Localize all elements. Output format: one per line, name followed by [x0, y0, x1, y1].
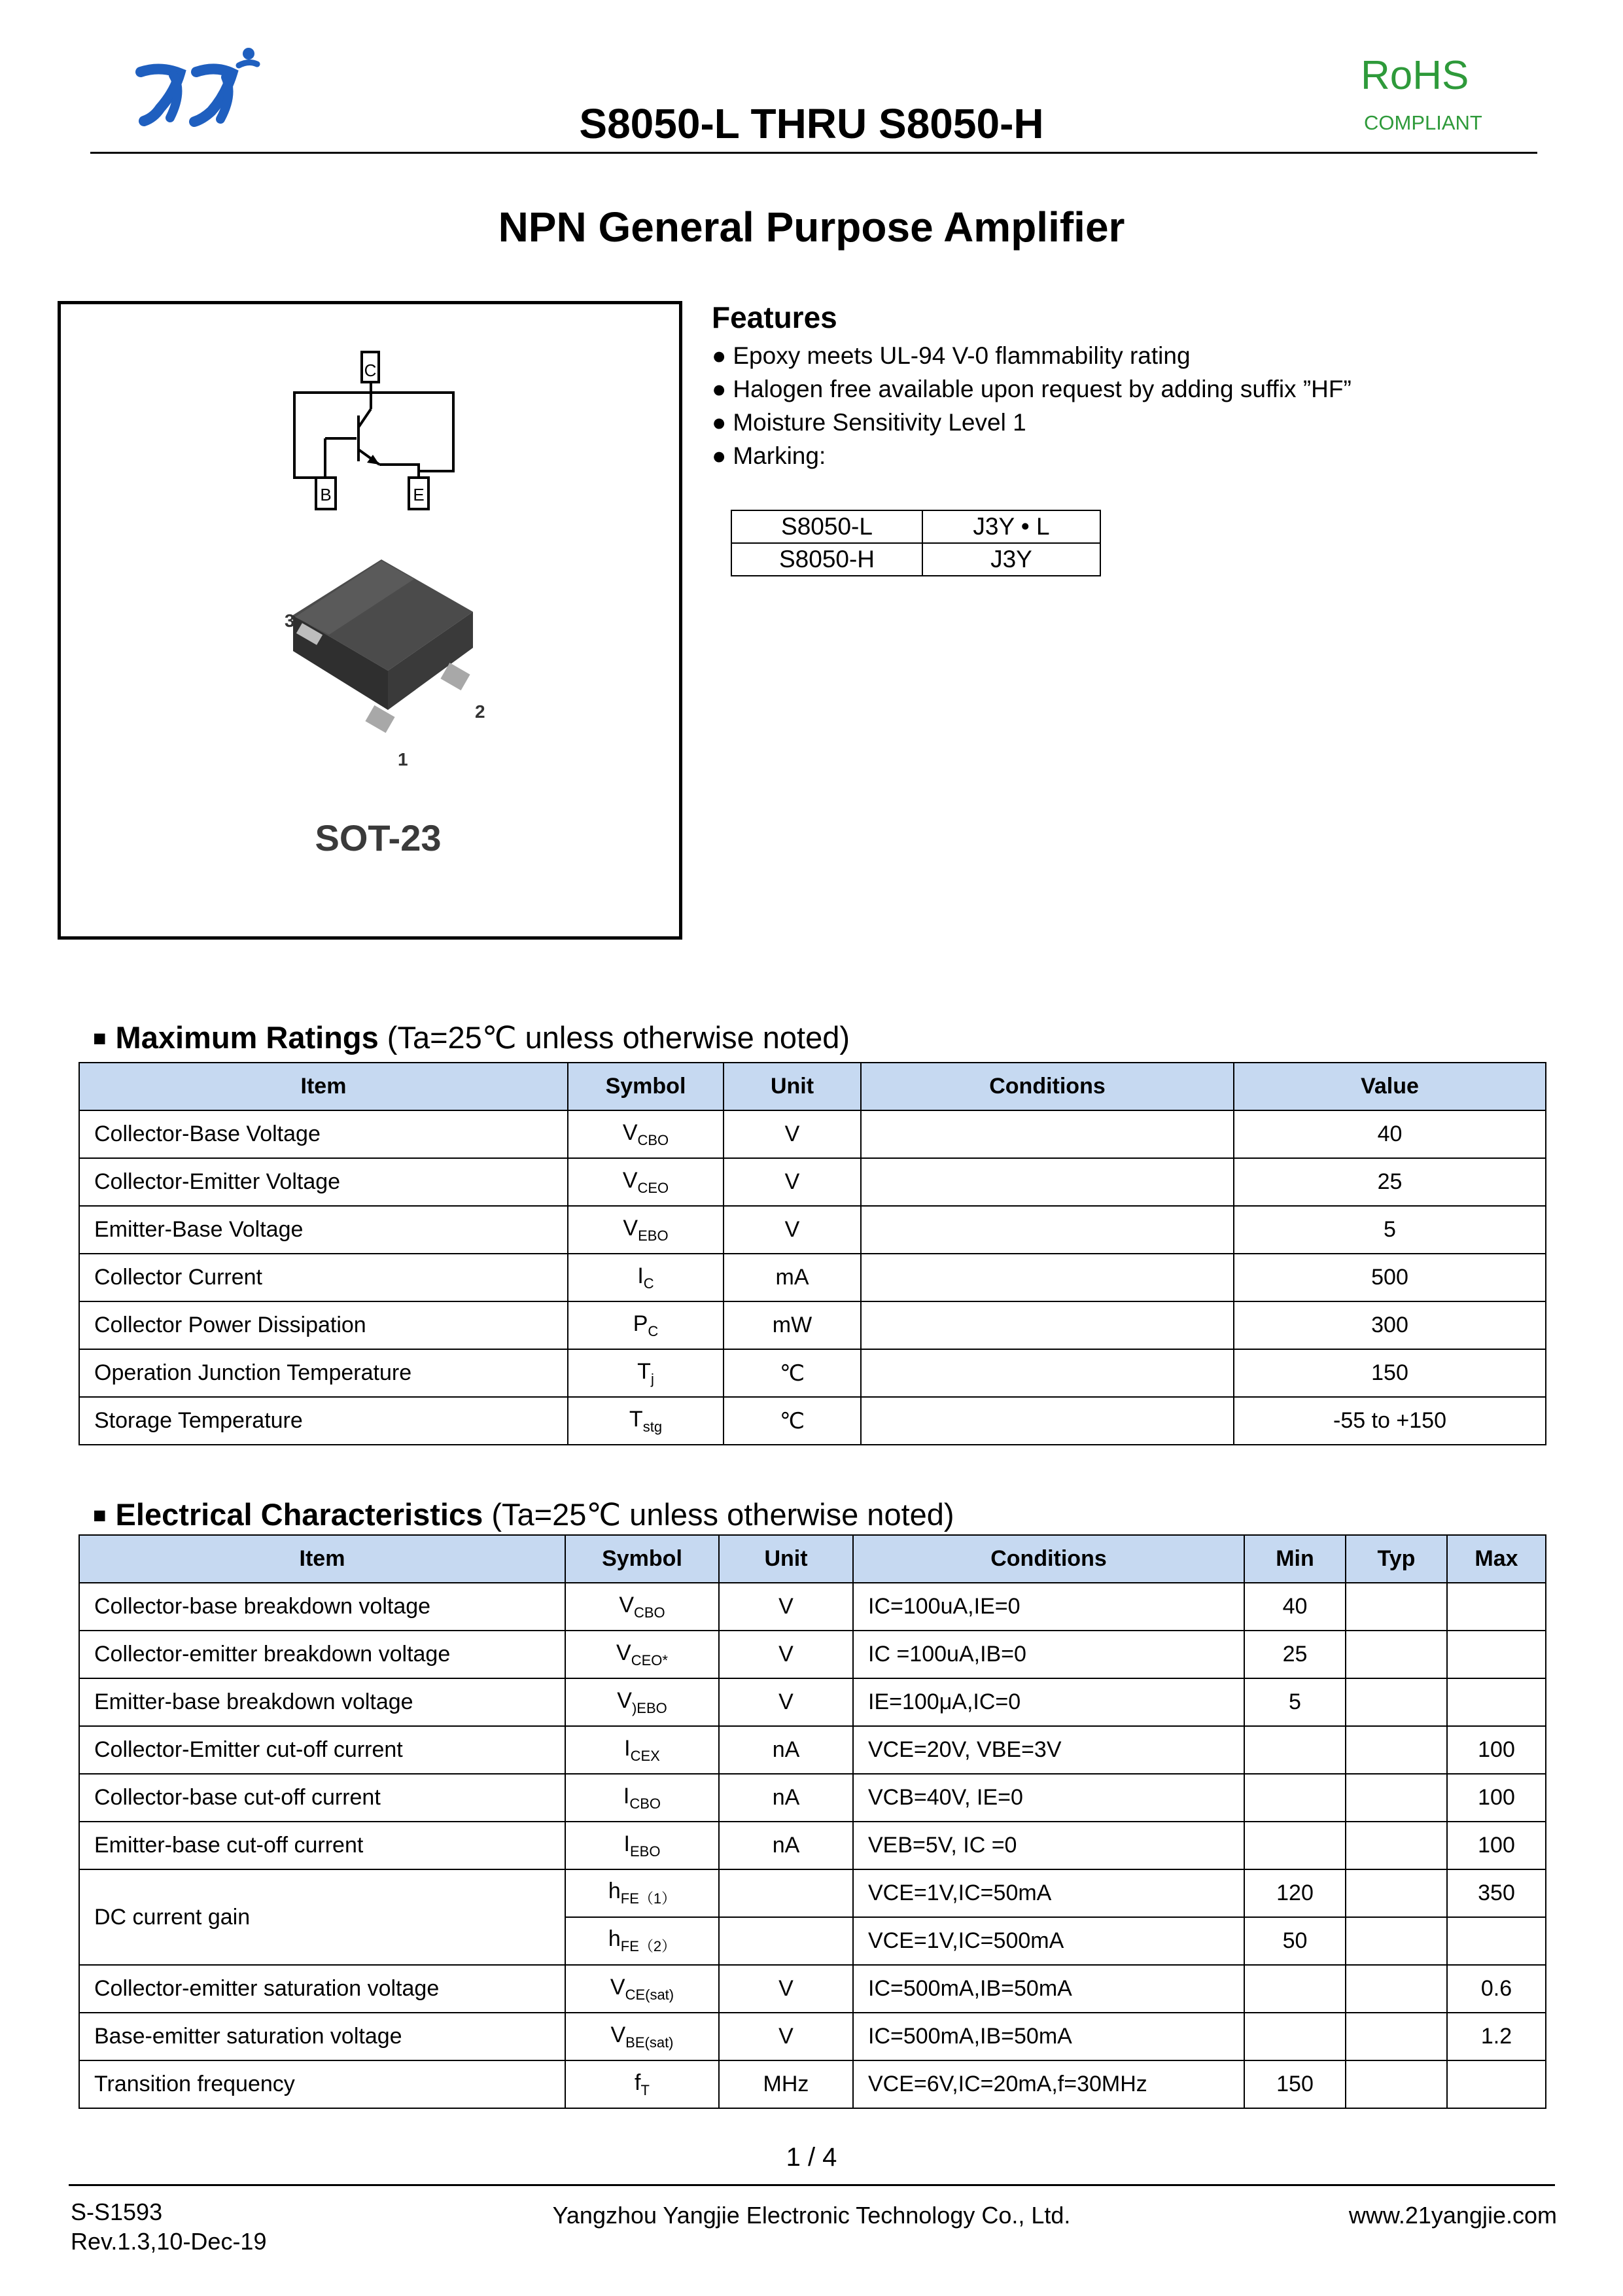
typ-cell — [1346, 1917, 1447, 1965]
item-cell: Collector-Base Voltage — [79, 1110, 568, 1158]
feature-item: ● Epoxy meets UL-94 V-0 flammability rating — [712, 342, 1191, 369]
table-row — [79, 1254, 1546, 1301]
value-cell: 40 — [1234, 1110, 1546, 1158]
conditions-cell: IC =100uA,IB=0 — [853, 1631, 1244, 1678]
symbol-cell: $V_{)EBO}$ — [565, 1678, 719, 1726]
max-cell: 100 — [1447, 1726, 1546, 1774]
symbol-cell: $V_{CEO}$ — [568, 1158, 724, 1206]
pin1-label: 1 — [398, 749, 408, 769]
unit-cell: V — [724, 1206, 861, 1254]
rohs-compliant-label: COMPLIANT — [1364, 111, 1482, 134]
symbol-cell: $h_{FE(2)}$ — [565, 1917, 719, 1965]
item-cell: Emitter-base cut-off current — [79, 1822, 565, 1869]
features-section — [712, 300, 1352, 472]
max-cell: 350 — [1447, 1869, 1546, 1917]
conditions-cell — [861, 1254, 1234, 1301]
conditions-cell: IC=100uA,IE=0 — [853, 1583, 1244, 1631]
typ-cell — [1346, 1774, 1447, 1822]
unit-cell: V — [719, 1678, 853, 1726]
symbol-cell: $h_{FE(1)}$ — [565, 1869, 719, 1917]
max-cell — [1447, 1631, 1546, 1678]
min-cell: 40 — [1244, 1583, 1346, 1631]
pin2-label: 2 — [475, 701, 485, 722]
table-header-row: Item Symbol Unit Conditions Min Typ Max — [79, 1535, 1546, 1583]
conditions-cell — [861, 1397, 1234, 1445]
unit-cell: nA — [719, 1726, 853, 1774]
symbol-cell: $V_{CE(sat)}$ — [565, 1965, 719, 2013]
features-list — [712, 339, 1352, 472]
bullet: ● — [712, 409, 727, 436]
company-name: Yangzhou Yangjie Electronic Technology Co., Ltd. — [552, 2202, 1071, 2229]
symbol-cell: $V_{BE(sat)}$ — [565, 2013, 719, 2060]
max-cell — [1447, 1917, 1546, 1965]
typ-cell — [1346, 1678, 1447, 1726]
value-cell: 150 — [1234, 1349, 1546, 1397]
typ-cell — [1346, 1965, 1447, 2013]
max-cell — [1447, 2060, 1546, 2108]
unit-cell: MHz — [719, 2060, 853, 2108]
symbol-cell: $I_{CEX}$ — [565, 1726, 719, 1774]
conditions-cell: IE=100μA,IC=0 — [853, 1678, 1244, 1726]
conditions-cell — [861, 1301, 1234, 1349]
table-header-row: Item Symbol Unit Conditions Value — [79, 1063, 1546, 1110]
table-row — [79, 1206, 1546, 1254]
symbol-cell: $T_j$ — [568, 1349, 724, 1397]
conditions-cell: VEB=5V, IC =0 — [853, 1822, 1244, 1869]
item-cell: Operation Junction Temperature — [79, 1349, 568, 1397]
value-cell: 5 — [1234, 1206, 1546, 1254]
unit-cell — [719, 1917, 853, 1965]
table-row — [79, 1349, 1546, 1397]
conditions-cell: VCE=1V,IC=50mA — [853, 1869, 1244, 1917]
typ-cell — [1346, 1822, 1447, 1869]
value-cell: 500 — [1234, 1254, 1546, 1301]
conditions-cell — [861, 1206, 1234, 1254]
max-cell — [1447, 1583, 1546, 1631]
unit-cell: V — [724, 1110, 861, 1158]
conditions-cell: IC=500mA,IB=50mA — [853, 1965, 1244, 2013]
value-cell: 25 — [1234, 1158, 1546, 1206]
typ-cell — [1346, 1631, 1447, 1678]
bullet: ● — [712, 442, 727, 469]
min-cell — [1244, 1965, 1346, 2013]
conditions-cell — [861, 1110, 1234, 1158]
table-row — [79, 1158, 1546, 1206]
table-row — [79, 1726, 1546, 1774]
pin-b-label: B — [320, 485, 332, 504]
symbol-cell: $I_{CBO}$ — [565, 1774, 719, 1822]
unit-cell: V — [724, 1158, 861, 1206]
unit-cell: V — [719, 2013, 853, 2060]
table-row — [79, 1869, 1546, 1917]
header-rule — [90, 152, 1537, 154]
symbol-cell: $P_C$ — [568, 1301, 724, 1349]
symbol-cell: $V_{CBO}$ — [568, 1110, 724, 1158]
min-cell — [1244, 2013, 1346, 2060]
table-row — [79, 1965, 1546, 2013]
unit-cell — [719, 1869, 853, 1917]
unit-cell: mA — [724, 1254, 861, 1301]
document-number: S-S1593 — [71, 2199, 163, 2225]
table-row — [79, 1397, 1546, 1445]
typ-cell — [1346, 2013, 1447, 2060]
item-cell: Collector-Emitter Voltage — [79, 1158, 568, 1206]
min-cell — [1244, 1726, 1346, 1774]
conditions-cell: VCE=6V,IC=20mA,f=30MHz — [853, 2060, 1244, 2108]
package-diagram-box — [58, 301, 682, 940]
unit-cell: mW — [724, 1301, 861, 1349]
feature-item: ● Moisture Sensitivity Level 1 — [712, 409, 1026, 436]
item-cell: Emitter-Base Voltage — [79, 1206, 568, 1254]
item-cell: Collector-Emitter cut-off current — [79, 1726, 565, 1774]
min-cell: 5 — [1244, 1678, 1346, 1726]
symbol-cell: $f_T$ — [565, 2060, 719, 2108]
min-cell: 150 — [1244, 2060, 1346, 2108]
max-cell: 0.6 — [1447, 1965, 1546, 2013]
table-row — [79, 1631, 1546, 1678]
footer-rule — [69, 2184, 1555, 2186]
item-cell: Collector-emitter saturation voltage — [79, 1965, 565, 2013]
typ-cell — [1346, 1583, 1447, 1631]
rohs-label: RoHS — [1361, 53, 1469, 98]
electrical-characteristics-table — [79, 1534, 1546, 2109]
conditions-cell — [861, 1158, 1234, 1206]
item-cell: Collector-base cut-off current — [79, 1774, 565, 1822]
conditions-cell: VCE=20V, VBE=3V — [853, 1726, 1244, 1774]
max-ratings-table — [79, 1062, 1546, 1445]
typ-cell — [1346, 1726, 1447, 1774]
value-cell: -55 to +150 — [1234, 1397, 1546, 1445]
unit-cell: V — [719, 1631, 853, 1678]
item-cell: DC current gain — [79, 1869, 565, 1965]
unit-cell: nA — [719, 1774, 853, 1822]
bullet: ● — [712, 376, 727, 402]
pin-e-label: E — [413, 485, 425, 504]
symbol-cell: $T_{stg}$ — [568, 1397, 724, 1445]
min-cell: 25 — [1244, 1631, 1346, 1678]
table-row — [79, 1110, 1546, 1158]
min-cell: 50 — [1244, 1917, 1346, 1965]
typ-cell — [1346, 1869, 1447, 1917]
item-cell: Emitter-base breakdown voltage — [79, 1678, 565, 1726]
marking-table — [731, 510, 1101, 576]
typ-cell — [1346, 2060, 1447, 2108]
max-cell: 100 — [1447, 1822, 1546, 1869]
page-number: 1 / 4 — [786, 2143, 837, 2172]
website: www.21yangjie.com — [1348, 2202, 1557, 2229]
conditions-cell — [861, 1349, 1234, 1397]
max-ratings-heading: ■ Maximum Ratings (Ta=25℃ unless otherwise noted) — [93, 1020, 850, 1055]
max-cell: 100 — [1447, 1774, 1546, 1822]
conditions-cell: VCB=40V, IE=0 — [853, 1774, 1244, 1822]
max-cell — [1447, 1678, 1546, 1726]
min-cell — [1244, 1774, 1346, 1822]
table-row — [79, 1583, 1546, 1631]
table-row — [79, 2013, 1546, 2060]
document-title: S8050-L THRU S8050-H — [579, 100, 1044, 147]
table-row — [79, 1774, 1546, 1822]
sot23-package-image — [293, 559, 473, 733]
pin3-label: 3 — [285, 610, 295, 631]
item-cell: Collector Power Dissipation — [79, 1301, 568, 1349]
unit-cell: nA — [719, 1822, 853, 1869]
unit-cell: V — [719, 1583, 853, 1631]
table-row — [79, 2060, 1546, 2108]
unit-cell: ℃ — [724, 1397, 861, 1445]
electrical-characteristics-heading: ■ Electrical Characteristics (Ta=25℃ unless otherwise noted) — [93, 1497, 954, 1532]
features-heading: Features — [712, 300, 837, 334]
feature-item: ● Halogen free available upon request by adding suffix ”HF” — [712, 376, 1352, 402]
conditions-cell: IC=500mA,IB=50mA — [853, 2013, 1244, 2060]
symbol-cell: $I_C$ — [568, 1254, 724, 1301]
table-row — [79, 1301, 1546, 1349]
conditions-cell: VCE=1V,IC=500mA — [853, 1917, 1244, 1965]
symbol-cell: $V_{CBO}$ — [565, 1583, 719, 1631]
min-cell — [1244, 1822, 1346, 1869]
table-row: S8050-H J3Y — [731, 543, 1100, 576]
item-cell: Transition frequency — [79, 2060, 565, 2108]
table-row — [79, 1822, 1546, 1869]
table-row — [79, 1678, 1546, 1726]
unit-cell: V — [719, 1965, 853, 2013]
item-cell: Collector Current — [79, 1254, 568, 1301]
item-cell: Collector-base breakdown voltage — [79, 1583, 565, 1631]
table-row: S8050-L J3Y • L — [731, 510, 1100, 543]
bullet: ● — [712, 342, 727, 369]
item-cell: Base-emitter saturation voltage — [79, 2013, 565, 2060]
item-cell: Storage Temperature — [79, 1397, 568, 1445]
symbol-cell: $V_{CEO*}$ — [565, 1631, 719, 1678]
min-cell: 120 — [1244, 1869, 1346, 1917]
feature-item: ● Marking: — [712, 442, 826, 469]
revision: Rev.1.3,10-Dec-19 — [71, 2228, 267, 2255]
symbol-cell: $I_{EBO}$ — [565, 1822, 719, 1869]
pin-c-label: C — [364, 361, 377, 380]
symbol-cell: $V_{EBO}$ — [568, 1206, 724, 1254]
unit-cell: ℃ — [724, 1349, 861, 1397]
item-cell: Collector-emitter breakdown voltage — [79, 1631, 565, 1678]
value-cell: 300 — [1234, 1301, 1546, 1349]
package-diagram — [61, 304, 679, 936]
page-subtitle: NPN General Purpose Amplifier — [498, 203, 1125, 251]
package-name: SOT-23 — [315, 817, 442, 858]
max-cell: 1.2 — [1447, 2013, 1546, 2060]
